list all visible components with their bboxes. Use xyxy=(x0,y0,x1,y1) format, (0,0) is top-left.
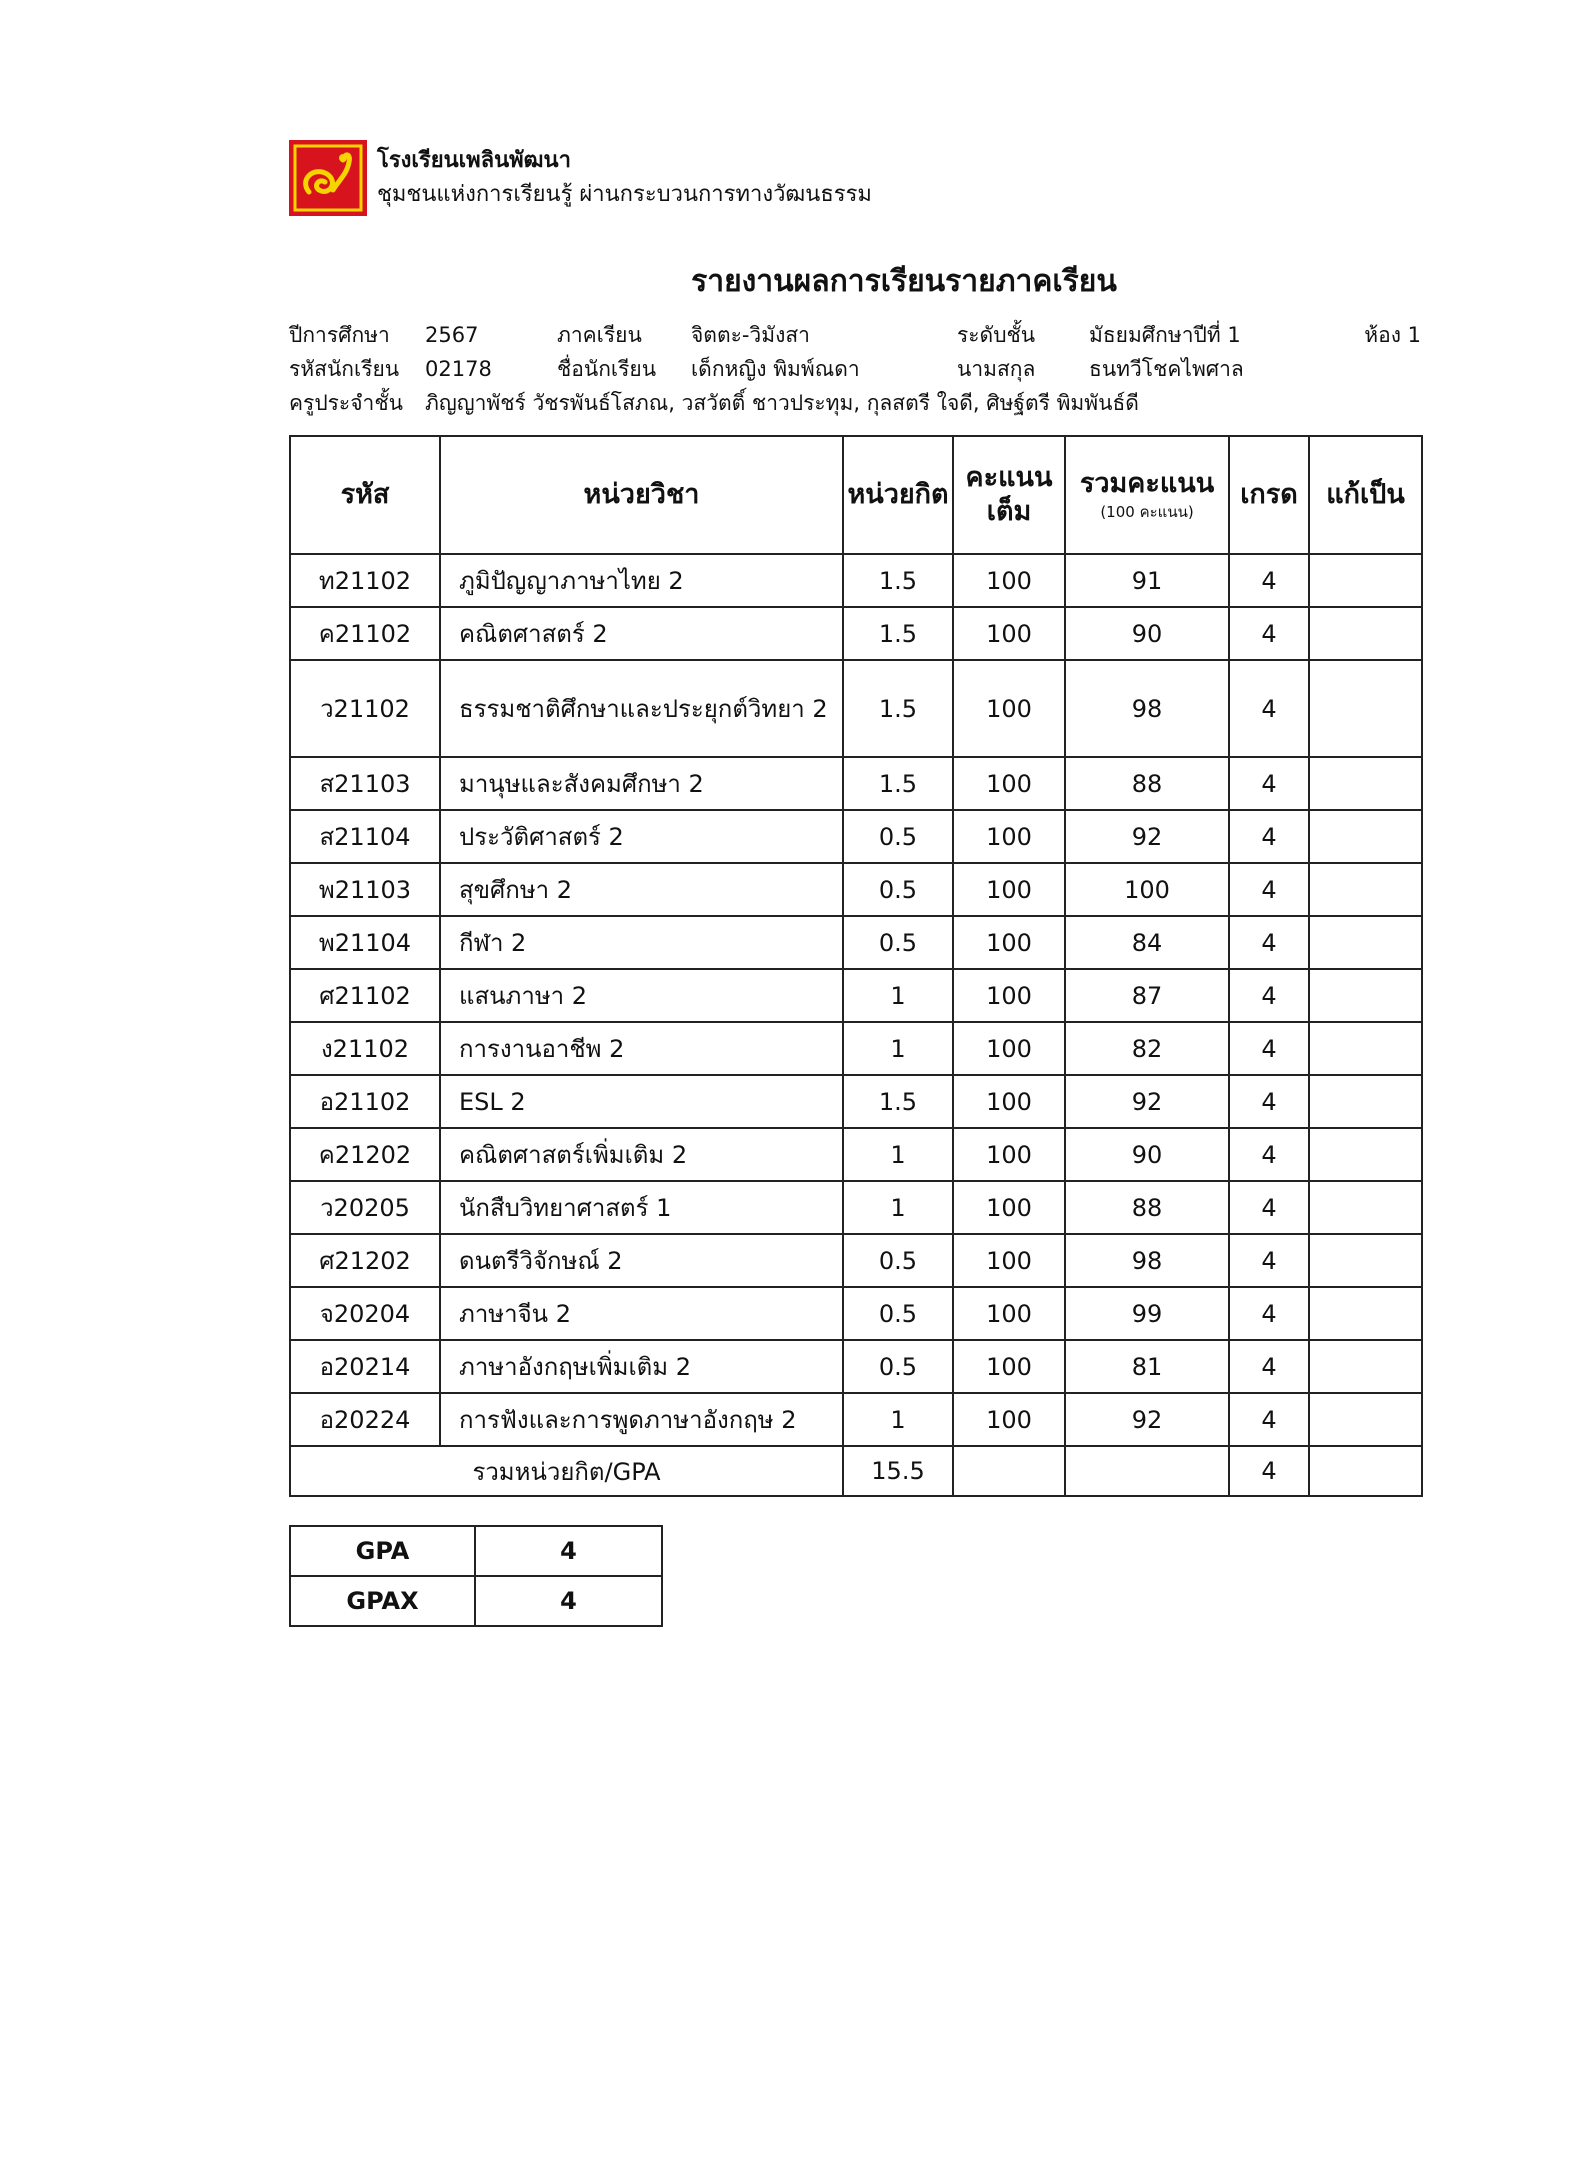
cell-full-score: 100 xyxy=(953,1181,1065,1234)
cell-grade: 4 xyxy=(1229,1340,1309,1393)
cell-full-score: 100 xyxy=(953,1075,1065,1128)
cell-full-score: 100 xyxy=(953,916,1065,969)
cell-full-score: 100 xyxy=(953,863,1065,916)
cell-code: ค21102 xyxy=(290,607,440,660)
grades-table xyxy=(289,435,1423,1497)
student-name: เด็กหญิง พิมพ์ณดา xyxy=(691,357,860,381)
cell-full-score: 100 xyxy=(953,1340,1065,1393)
cell-full-score: 100 xyxy=(953,554,1065,607)
cell-grade: 4 xyxy=(1229,863,1309,916)
level-label: ระดับชั้น xyxy=(957,323,1036,347)
cell-fix xyxy=(1309,757,1422,810)
header-code: รหัส xyxy=(290,436,440,554)
report-title: รายงานผลการเรียนรายภาคเรียน xyxy=(691,264,1117,299)
table-row xyxy=(290,1234,1422,1287)
cell-total-score: 91 xyxy=(1065,554,1229,607)
total-score-empty xyxy=(1065,1446,1229,1496)
gpax-label: GPAX xyxy=(290,1576,475,1626)
cell-total-score: 92 xyxy=(1065,810,1229,863)
cell-fix xyxy=(1309,554,1422,607)
table-row xyxy=(290,1022,1422,1075)
cell-total-score: 90 xyxy=(1065,1128,1229,1181)
table-row xyxy=(290,916,1422,969)
cell-full-score: 100 xyxy=(953,1234,1065,1287)
cell-subject: การฟังและการพูดภาษาอังกฤษ 2 xyxy=(440,1393,843,1446)
table-row xyxy=(290,1340,1422,1393)
table-row xyxy=(290,660,1422,757)
cell-total-score: 90 xyxy=(1065,607,1229,660)
cell-credits: 0.5 xyxy=(843,1287,953,1340)
cell-code: พ21104 xyxy=(290,916,440,969)
cell-total-score: 98 xyxy=(1065,660,1229,757)
table-row xyxy=(290,1287,1422,1340)
cell-total-score: 92 xyxy=(1065,1075,1229,1128)
cell-grade: 4 xyxy=(1229,1022,1309,1075)
cell-grade: 4 xyxy=(1229,810,1309,863)
cell-total-score: 81 xyxy=(1065,1340,1229,1393)
student-name-label: ชื่อนักเรียน xyxy=(557,357,657,381)
cell-credits: 1 xyxy=(843,1128,953,1181)
cell-credits: 1.5 xyxy=(843,757,953,810)
cell-code: ง21102 xyxy=(290,1022,440,1075)
cell-credits: 1.5 xyxy=(843,554,953,607)
cell-subject: แสนภาษา 2 xyxy=(440,969,843,1022)
surname-label: นามสกุล xyxy=(957,357,1036,381)
cell-full-score: 100 xyxy=(953,660,1065,757)
gpa-row xyxy=(290,1526,662,1576)
cell-fix xyxy=(1309,1340,1422,1393)
cell-subject: ภูมิปัญญาภาษาไทย 2 xyxy=(440,554,843,607)
cell-full-score: 100 xyxy=(953,1287,1065,1340)
school-header xyxy=(289,140,872,216)
school-name: โรงเรียนเพลินพัฒนา xyxy=(377,148,571,173)
cell-credits: 1.5 xyxy=(843,660,953,757)
cell-total-score: 88 xyxy=(1065,757,1229,810)
cell-grade: 4 xyxy=(1229,757,1309,810)
school-text xyxy=(377,144,872,212)
table-row xyxy=(290,554,1422,607)
cell-grade: 4 xyxy=(1229,1234,1309,1287)
cell-total-score: 98 xyxy=(1065,1234,1229,1287)
cell-total-score: 92 xyxy=(1065,1393,1229,1446)
surname: ธนทวีโชคไพศาล xyxy=(1089,357,1244,381)
header-total-score-label: รวมคะแนน xyxy=(1079,468,1215,499)
table-row xyxy=(290,1181,1422,1234)
semester: จิตตะ-วิมังสา xyxy=(691,323,810,347)
grade-rows xyxy=(290,554,1422,1446)
cell-fix xyxy=(1309,1022,1422,1075)
cell-subject: ESL 2 xyxy=(440,1075,843,1128)
cell-code: ท21102 xyxy=(290,554,440,607)
cell-grade: 4 xyxy=(1229,1075,1309,1128)
cell-fix xyxy=(1309,1234,1422,1287)
table-row xyxy=(290,607,1422,660)
cell-grade: 4 xyxy=(1229,1393,1309,1446)
cell-fix xyxy=(1309,607,1422,660)
cell-fix xyxy=(1309,1128,1422,1181)
table-row xyxy=(290,1075,1422,1128)
academic-year: 2567 xyxy=(425,323,479,347)
cell-grade: 4 xyxy=(1229,660,1309,757)
header-subject: หน่วยวิชา xyxy=(440,436,843,554)
cell-code: ส21103 xyxy=(290,757,440,810)
cell-full-score: 100 xyxy=(953,1393,1065,1446)
header-grade: เกรด xyxy=(1229,436,1309,554)
cell-code: อ21102 xyxy=(290,1075,440,1128)
cell-grade: 4 xyxy=(1229,1181,1309,1234)
cell-code: ส21104 xyxy=(290,810,440,863)
student-id: 02178 xyxy=(425,357,492,381)
cell-credits: 0.5 xyxy=(843,810,953,863)
total-credits: 15.5 xyxy=(843,1446,953,1496)
cell-credits: 0.5 xyxy=(843,1234,953,1287)
cell-code: อ20214 xyxy=(290,1340,440,1393)
table-row xyxy=(290,1128,1422,1181)
cell-full-score: 100 xyxy=(953,969,1065,1022)
cell-grade: 4 xyxy=(1229,1287,1309,1340)
gpax-value: 4 xyxy=(475,1576,662,1626)
cell-total-score: 84 xyxy=(1065,916,1229,969)
cell-full-score: 100 xyxy=(953,757,1065,810)
table-row xyxy=(290,1393,1422,1446)
cell-total-score: 100 xyxy=(1065,863,1229,916)
cell-fix xyxy=(1309,1075,1422,1128)
cell-fix xyxy=(1309,1181,1422,1234)
header-total-score xyxy=(1065,436,1229,554)
cell-fix xyxy=(1309,660,1422,757)
cell-subject: นักสืบวิทยาศาสตร์ 1 xyxy=(440,1181,843,1234)
table-header-row xyxy=(290,436,1422,554)
cell-credits: 1 xyxy=(843,969,953,1022)
cell-code: จ20204 xyxy=(290,1287,440,1340)
cell-code: ศ21102 xyxy=(290,969,440,1022)
cell-grade: 4 xyxy=(1229,916,1309,969)
cell-total-score: 88 xyxy=(1065,1181,1229,1234)
cell-code: ว20205 xyxy=(290,1181,440,1234)
cell-code: พ21103 xyxy=(290,863,440,916)
cell-grade: 4 xyxy=(1229,1128,1309,1181)
summary-table xyxy=(289,1525,663,1627)
cell-full-score: 100 xyxy=(953,1128,1065,1181)
header-credits: หน่วยกิต xyxy=(843,436,953,554)
cell-subject: คณิตศาสตร์ 2 xyxy=(440,607,843,660)
total-row xyxy=(290,1446,1422,1496)
semester-label: ภาคเรียน xyxy=(557,323,642,347)
cell-code: อ20224 xyxy=(290,1393,440,1446)
cell-fix xyxy=(1309,1287,1422,1340)
table-row xyxy=(290,810,1422,863)
cell-full-score: 100 xyxy=(953,607,1065,660)
header-fix: แก้เป็น xyxy=(1309,436,1422,554)
total-full-empty xyxy=(953,1446,1065,1496)
cell-grade: 4 xyxy=(1229,969,1309,1022)
cell-full-score: 100 xyxy=(953,810,1065,863)
cell-subject: การงานอาชีพ 2 xyxy=(440,1022,843,1075)
cell-fix xyxy=(1309,1393,1422,1446)
gpax-row xyxy=(290,1576,662,1626)
info-row-2 xyxy=(289,352,1421,386)
cell-credits: 0.5 xyxy=(843,916,953,969)
cell-subject: ประวัติศาสตร์ 2 xyxy=(440,810,843,863)
student-id-label: รหัสนักเรียน xyxy=(289,357,400,381)
cell-subject: ภาษาจีน 2 xyxy=(440,1287,843,1340)
level: มัธยมศึกษาปีที่ 1 xyxy=(1089,323,1241,347)
school-tagline: ชุมชนแห่งการเรียนรู้ ผ่านกระบวนการทางวัฒนธรรม xyxy=(377,182,872,207)
cell-credits: 1 xyxy=(843,1022,953,1075)
cell-credits: 0.5 xyxy=(843,1340,953,1393)
cell-credits: 0.5 xyxy=(843,863,953,916)
cell-subject: ดนตรีวิจักษณ์ 2 xyxy=(440,1234,843,1287)
cell-credits: 1 xyxy=(843,1181,953,1234)
school-logo xyxy=(289,140,367,216)
cell-code: ค21202 xyxy=(290,1128,440,1181)
room: ห้อง 1 xyxy=(1364,323,1421,347)
cell-fix xyxy=(1309,916,1422,969)
table-row xyxy=(290,863,1422,916)
cell-fix xyxy=(1309,969,1422,1022)
teachers-label: ครูประจำชั้น xyxy=(289,391,403,415)
cell-credits: 1.5 xyxy=(843,1075,953,1128)
cell-code: ว21102 xyxy=(290,660,440,757)
cell-fix xyxy=(1309,863,1422,916)
cell-subject: มานุษและสังคมศึกษา 2 xyxy=(440,757,843,810)
cell-code: ศ21202 xyxy=(290,1234,440,1287)
header-full-score: คะแนนเต็ม xyxy=(953,436,1065,554)
info-row-3 xyxy=(289,386,1421,420)
total-grade: 4 xyxy=(1229,1446,1309,1496)
gpa-label: GPA xyxy=(290,1526,475,1576)
cell-full-score: 100 xyxy=(953,1022,1065,1075)
cell-credits: 1.5 xyxy=(843,607,953,660)
cell-total-score: 99 xyxy=(1065,1287,1229,1340)
cell-subject: กีฬา 2 xyxy=(440,916,843,969)
header-total-score-sub: (100 คะแนน) xyxy=(1100,503,1194,521)
gpa-value: 4 xyxy=(475,1526,662,1576)
cell-subject: คณิตศาสตร์เพิ่มเติม 2 xyxy=(440,1128,843,1181)
cell-total-score: 87 xyxy=(1065,969,1229,1022)
info-row-1 xyxy=(289,318,1421,352)
cell-subject: สุขศึกษา 2 xyxy=(440,863,843,916)
cell-subject: ภาษาอังกฤษเพิ่มเติม 2 xyxy=(440,1340,843,1393)
teachers: ภิญญาพัชร์ วัชรพันธ์โสภณ, วสวัตติ์ ชาวประทุม, กุลสตรี ใจดี, ศิษฐ์ตรี พิมพันธ์ดี xyxy=(425,391,1139,415)
cell-total-score: 82 xyxy=(1065,1022,1229,1075)
cell-grade: 4 xyxy=(1229,554,1309,607)
cell-grade: 4 xyxy=(1229,607,1309,660)
cell-fix xyxy=(1309,810,1422,863)
total-label: รวมหน่วยกิต/GPA xyxy=(290,1446,843,1496)
student-info xyxy=(289,318,1421,420)
total-fix-empty xyxy=(1309,1446,1422,1496)
academic-year-label: ปีการศึกษา xyxy=(289,323,390,347)
cell-subject: ธรรมชาติศึกษาและประยุกต์วิทยา 2 xyxy=(440,660,843,757)
cell-credits: 1 xyxy=(843,1393,953,1446)
table-row xyxy=(290,757,1422,810)
table-row xyxy=(290,969,1422,1022)
